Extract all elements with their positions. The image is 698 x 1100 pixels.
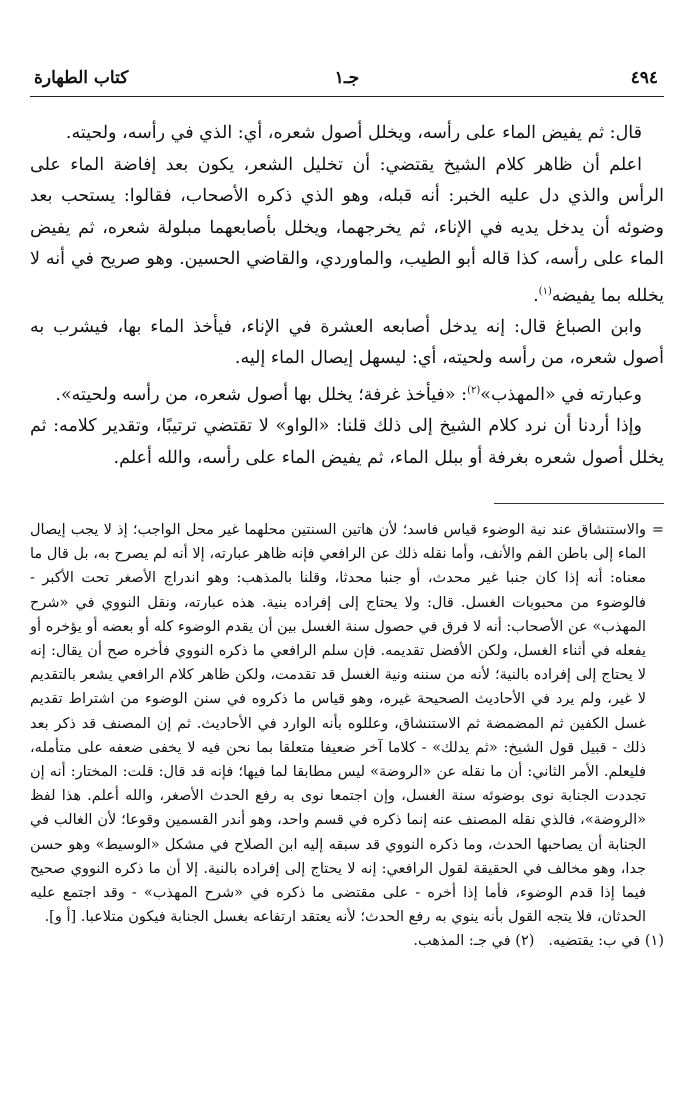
paragraph-4-start: وعبارته في «المهذب» bbox=[480, 384, 642, 405]
footnote-ref-2: (٢) bbox=[467, 384, 481, 396]
footnote-2: (٢) في جـ: المذهب. bbox=[413, 933, 535, 950]
main-text bbox=[30, 118, 664, 474]
footnote-1: (١) في ب: يقتضيه. bbox=[548, 933, 664, 950]
paragraph-3: وابن الصباغ قال: إنه يدخل أصابعه العشرة في الإناء، فيأخذ الماء بها، فيشرب به أصول شعره، من رأسه ولحيته، أي: ليسهل إيصال الماء إليه. bbox=[30, 316, 664, 369]
paragraph-5: وإذا أردنا أن نرد كلام الشيخ إلى ذلك قلنا: «الواو» لا تقتضي ترتيبًا، وتقدير كلامه: ثم يخلل أصول شعره بغرفة أو ببلل الماء، ثم يفيض الماء على رأسه، والله أعلم. bbox=[30, 416, 664, 468]
header-rule bbox=[30, 96, 664, 97]
footnotes bbox=[30, 518, 664, 954]
footnote-continuation bbox=[30, 518, 664, 929]
paragraph-2: اعلم أن ظاهر كلام الشيخ يقتضي: أن تخليل الشعر، يكون بعد إفاضة الماء على الرأس والذي دل عليه الخبر: أنه قبله، وهو الذي ذكره الأصحاب، فقالوا: يستحب بعد وضوئه أن يدخل يديه في الإناء، ثم يخرجهما، ويخلل بأصابعهما مبلولة شعره، ثم يفيض الماء على رأسه، كذا قاله أبو الطيب، والماوردي، والقاضي الحسين. وهو صريح في أنه لا يخلله بما يفيضه$^{(١)}$. bbox=[30, 154, 664, 306]
footnote-continuation-text: والاستنشاق عند نية الوضوء قياس فاسد؛ لأن هاتين السنتين محلهما غير محل الواجب؛ إذ لا يجب إيصال الماء إلى باطن الفم والأنف، وأما نقله ذلك عن الرافعي فإنه ظاهر عبارته، إلا أنه لم يصرح به، بل قال ما معناه: أنه إذا كان جنبا غير محدث، أو جنبا محدثا، وقلنا بالمذهب: وهو اندراج الأصغر تحت الأكبر - فالوضوء من محبوبات الغسل. قال: ولا يحتاج إلى إفراده بنية. هذه عبارته، ونقل النووي في «شرح المهذب» عن الأصحاب: أنه لا فرق في حصول سنة الغسل بين أن يقدم الوضوء كله أو بعضه أو يؤخره أو يفعله في أثناء الغسل، ولكن الأفضل تقديمه. فإن سلم الرافعي ما ذكره النووي فأخره صح أن يقال: إنه لا يحتاج إلى إفراده بالنية؛ لأنه من سننه ونية الغسل قد تقدمت، ولكن ظاهر كلام الرافعي يشعر بالتقديم لا غير، ولم يرد في الأحاديث الصحيحة غيره، وهو قياس ما ذكروه في سنن الوضوء من اشتراط تقديم غسل الكفين ثم المضمضة ثم الاستنشاق، وعللوه بأنه الوارد في الأحاديث. ثم إن المصنف قد ذكر بعد ذلك - قبيل قول الشيخ: «ثم يدلك» - كلاما آخر ضعيفا متعلقا بما نحن فيه لا يخفى ضعفه على متأمله، فليعلم. الأمر الثاني: أن ما نقله عن «الروضة» ليس مطابقا لما فيها؛ فإنه قد قال: قلت: المختار: أنه إن تجددت الجنابة نوى بوضوئه سنة الغسل، وإن اجتمعا نوى به رفع الحدث الأصغر، والله أعلم. هذا لفظ «الروضة»، فالذي نقله المصنف عنه إنما ذكره في قسم واحد، وهو أندر القسمين وقوعا؛ لأن الغالب في الجنابة أن يصاحبها الحدث، وما ذكره النووي قد سبقه إليه ابن الصلاح في مشكل «الوسيط» وهو حسن جدا، وهو مخالف في الحقيقة لقول الرافعي: إنه لا يحتاج إلى إفراده بالنية. إلا أن ما ذكره النووي صحيح فيما إذا قدم الوضوء، فأما إذا أخره - على مقتضى ما ذكره في «شرح المهذب» - وقد اجتمع عليه الحدثان، فلا يتجه القول بأنه ينوي به رفع الحدث؛ لأنه يعتقد ارتفاعه بغسل الجنابة فيكون متلاعبا. [أ و]. bbox=[30, 522, 646, 926]
paragraph-1: قال: ثم يفيض الماء على رأسه، ويخلل أصول شعره، أي: الذي في رأسه، ولحيته. bbox=[65, 123, 642, 143]
footnote-list bbox=[30, 929, 664, 953]
continuation-mark: = bbox=[651, 522, 664, 538]
paragraph-2-text: اعلم أن ظاهر كلام الشيخ يقتضي: أن تخليل الشعر، يكون بعد إفاضة الماء على الرأس والذي دل عليه الخبر: أنه قبله، وهو الذي ذكره الأصحاب، فقالوا: يستحب بعد وضوئه أن يدخل يديه في الإناء، ثم يخرجهما، ويخلل بأصابعهما مبلولة شعره، ثم يفيض الماء على رأسه، كذا قاله أبو الطيب، والماوردي، والقاضي الحسين. وهو صريح في أنه لا يخلله بما يفيضه bbox=[30, 154, 664, 306]
paragraph-4-end: : «فيأخذ غرفة؛ يخلل بها أصول شعره، من رأسه ولحيته». bbox=[55, 384, 468, 405]
document-page bbox=[30, 0, 664, 1100]
volume-label: جـ١ bbox=[334, 68, 360, 88]
page-number: ٤٩٤ bbox=[630, 68, 658, 88]
footnote-ref-1: (١) bbox=[538, 285, 552, 297]
footnote-separator bbox=[494, 503, 664, 504]
page-header bbox=[30, 64, 664, 94]
paragraph-4 bbox=[30, 375, 664, 411]
book-title: كتاب الطهارة bbox=[34, 68, 129, 88]
